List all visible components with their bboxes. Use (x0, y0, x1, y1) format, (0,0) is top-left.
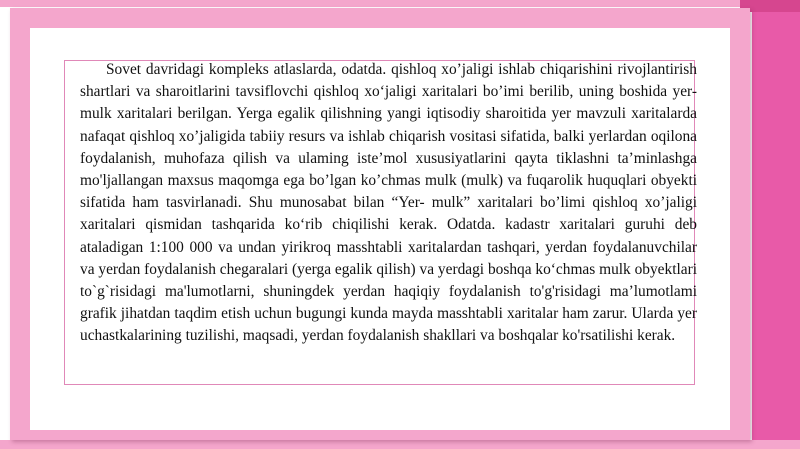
slide-body-paragraph: Sovet davridagi kompleks atlaslarda, odatda. qishloq xo’jaligi ishlab chiqarishini rivojlantirish shartlari va sharoitlarini tavsiflovchi qishloq xo‘jaligi xaritalari bo’imi berilib, uning boshida yer-mulk xaritalari berilgan. Yerga egalik qilishning yangi iqtisodiy sharoitida yer mavzuli xaritalarda nafaqat qishloq xo’jaligida tabiiy resurs va ishlab chiqarish vositasi sifatida, balki yerlardan oqilona foydalanish, muhofaza qilish va ulaming iste’mol xususiyatlarini qayta tiklashni ta’minlashga mo'ljallangan maxsus maqomga ega bo’lgan ko’chmas mulk (mulk) va fuqarolik huquqlari obyekti sifatida ham tasvirlanadi. Shu munosabat bilan “Yer- mulk” xaritalari bo’limi qishloq xo’jaligi xaritalari qismidan tashqarida ko‘rib chiqilishi kerak. Odatda. kadastr xaritalari guruhi deb ataladigan 1:100 000 va undan yirikroq masshtabli xaritalardan tashqari, yerdan foydalanuvchilar va yerdan foydalanish chegaralari (yerga egalik qilish) va yerdagi boshqa ko‘chmas mulk obyektlari to`g`risidagi ma'lumotlarni, shuningdek yerdan haqiqiy foydalanish to'g'risidagi ma’lumotlami grafik jihatdan taqdim etish uchun bugungi kunda mayda masshtabli xaritalar ham zarur. Ularda yer uchastkalarining tuzilishi, maqsadi, yerdan foydalanish shakllari va boshqalar ko'rsatilishi kerak. (80, 61, 697, 345)
frame-bottom-strip (0, 440, 800, 449)
frame-top-strip (0, 0, 800, 7)
frame-right-band (752, 0, 800, 449)
